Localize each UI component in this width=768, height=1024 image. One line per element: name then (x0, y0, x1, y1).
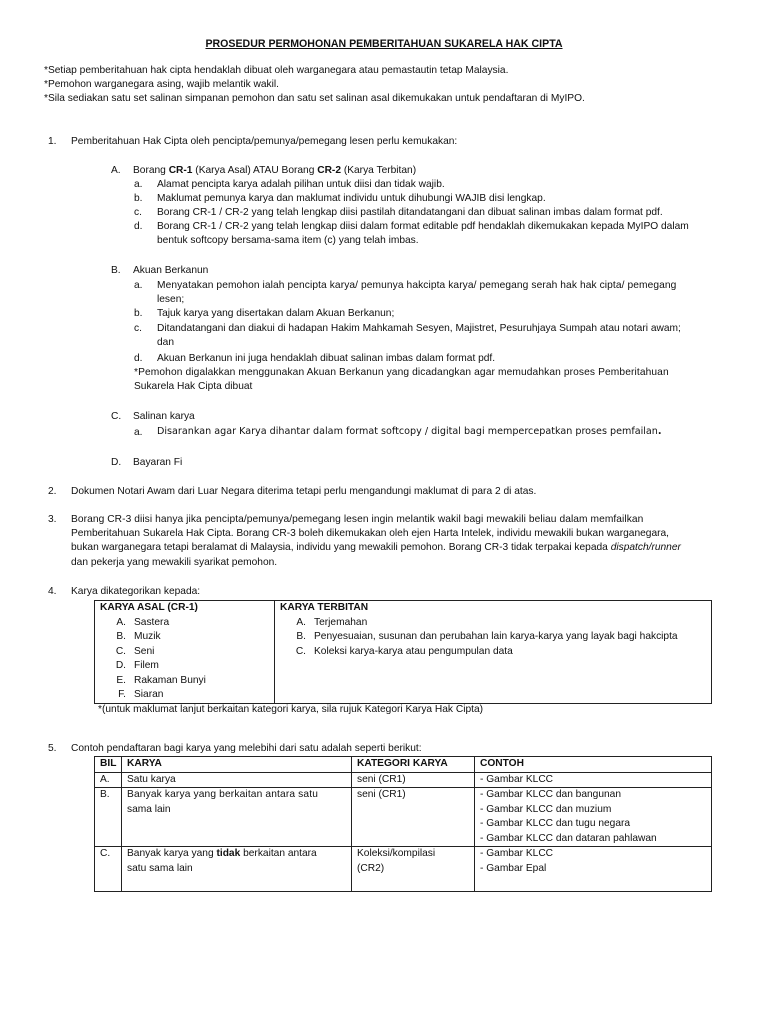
item-number: 3. (48, 514, 57, 525)
item-text: Contoh pendaftaran bagi karya yang melebihi dari satu adalah seperti berikut: (71, 743, 422, 754)
table-cell: seni (CR1) (352, 772, 475, 788)
sub-letter: a. (134, 427, 143, 438)
karya-terbitan-cell (275, 601, 712, 704)
column-header: KARYA TERBITAN (280, 602, 369, 613)
table-cell: seni (CR1) (352, 788, 475, 847)
section-letter: D. (111, 457, 122, 468)
item-text: dan pekerja yang mewakili syarikat pemohon. (71, 557, 278, 568)
item-text: bukan warganegara tetapi beralamat di Malaysia, individu yang mewakili pemohon. Borang CR-3 tidak terpakai kepada dispatch/runner (71, 542, 681, 553)
column-header: KATEGORI KARYA (352, 757, 475, 773)
list-item: A. Terjemahan (296, 616, 368, 628)
item-text: Pemberitahuan Sukarela Hak Cipta. Borang CR-3 boleh dikemukakan oleh ejen Harta Intelek, individu mewakili bukan warganegara, (71, 528, 670, 539)
sub-text: Akuan Berkanun ini juga hendaklah dibuat salinan imbas dalam format pdf. (157, 353, 496, 364)
sub-text: dan (157, 337, 174, 348)
section-a-title: Borang CR-1 (Karya Asal) ATAU Borang CR-2 (Karya Terbitan) (133, 165, 417, 176)
sub-text: Tajuk karya yang disertakan dalam Akuan Berkanun; (157, 308, 395, 319)
item-number: 4. (48, 586, 57, 597)
section-letter: A. (111, 165, 121, 176)
karya-terbitan-list (288, 616, 711, 660)
list-item: D. Filem (115, 660, 159, 671)
sub-text: Borang CR-1 / CR-2 yang telah lengkap diisi pastilah ditandatangani dan dibuat salinan imbas dalam format pdf. (157, 207, 663, 218)
table-row (95, 788, 712, 847)
list-item: B. Penyesuaian, susunan dan perubahan lain karya-karya yang layak bagi hakcipta (296, 631, 678, 642)
table-cell: - Gambar KLCC (475, 772, 712, 788)
sub-text: Maklumat pemunya karya dan maklumat individu untuk dihubungi WAJIB disi lengkap. (157, 193, 546, 204)
column-header: KARYA (122, 757, 352, 773)
sub-text: Alamat pencipta karya adalah pilihan untuk diisi dan tidak wajib. (157, 179, 445, 190)
table-cell: Banyak karya yang berkaitan antara satu sama lain (122, 788, 352, 847)
section-b-title: Akuan Berkanun (133, 265, 209, 276)
section-letter: B. (111, 265, 121, 276)
table-row (95, 847, 712, 892)
sub-text: Menyatakan pemohon ialah pencipta karya/ pemunya hakcipta karya/ pemegang serah hak hak cipta/ pemegang (157, 280, 677, 291)
sub-letter: a. (134, 179, 143, 190)
item-text: Pemberitahuan Hak Cipta oleh pencipta/pemunya/pemegang lesen perlu kemukakan: (71, 136, 458, 147)
table-cell: Satu karya (122, 772, 352, 788)
table-cell: - Gambar KLCC - Gambar Epal (475, 847, 712, 892)
karya-asal-list (108, 616, 274, 703)
note-line: *Setiap pemberitahuan hak cipta hendaklah dibuat oleh warganegara atau pemastautin tetap Malaysia. (44, 65, 509, 76)
section-d-title: Bayaran Fi (133, 457, 183, 468)
section-c-title: Salinan karya (133, 411, 195, 422)
table-row (95, 772, 712, 788)
column-header: CONTOH (475, 757, 712, 773)
item-text: Borang CR-3 diisi hanya jika pencipta/pemunya/pemegang lesen ingin melantik wakil bagi mewakili beliau dalam memfailkan (71, 514, 644, 525)
item-text: Dokumen Notari Awam dari Luar Negara diterima tetapi perlu mengandungi maklumat di para 2 di atas. (71, 486, 537, 497)
item-text: Karya dikategorikan kepada: (71, 586, 201, 597)
sub-text: Borang CR-1 / CR-2 yang telah lengkap diisi dalam format editable pdf hendaklah dikemukakan kepada MyIPO dalam (157, 221, 689, 232)
note-text: *Pemohon digalakkan menggunakan Akuan Berkanun yang dicadangkan agar memudahkan proses Pemberitahuan (134, 367, 669, 378)
sub-letter: d. (134, 353, 143, 364)
list-item: C. Koleksi karya-karya atau pengumpulan data (295, 645, 513, 657)
item-number: 2. (48, 486, 57, 497)
section-letter: C. (111, 411, 122, 422)
table-cell: - Gambar KLCC dan bangunan - Gambar KLCC dan muzium - Gambar KLCC dan tugu negara - Gambar KLCC dan dataran pahlawan (475, 788, 712, 847)
sub-text: Disarankan agar Karya dihantar dalam format softcopy / digital bagi mempercepatkan proses pemfailan. (157, 426, 662, 437)
list-item: B. Muzik (116, 631, 161, 642)
sub-text: Ditandatangani dan diakui di hadapan Hakim Mahkamah Sesyen, Majistret, Pesuruhjaya Sumpah atau notari awam; (157, 323, 681, 334)
sub-text: lesen; (157, 294, 185, 305)
table-cell: B. (95, 788, 122, 847)
sub-letter: b. (134, 193, 143, 204)
document-title: PROSEDUR PERMOHONAN PEMBERITAHUAN SUKARELA HAK CIPTA (205, 38, 563, 50)
sub-letter: c. (134, 207, 142, 218)
sub-letter: b. (134, 308, 143, 319)
karya-asal-cell (95, 601, 275, 704)
note-text: Sukarela Hak Cipta dibuat (134, 381, 253, 392)
column-header: KARYA ASAL (CR-1) (100, 602, 198, 613)
item-number: 1. (48, 136, 57, 147)
categories-table (94, 600, 712, 704)
column-header: BIL (95, 757, 122, 773)
list-item: E. Rakaman Bunyi (116, 674, 206, 686)
table-cell: A. (95, 772, 122, 788)
list-item: A. Sastera (116, 616, 170, 628)
note-line: *Sila sediakan satu set salinan simpanan pemohon dan satu set salinan asal dikemukakan untuk pendaftaran di MyIPO. (44, 93, 585, 104)
list-item: F. Siaran (118, 689, 164, 700)
sub-text: bentuk softcopy bersama-sama item (c) yang telah imbas. (157, 235, 419, 246)
footnote: *(untuk maklumat lanjut berkaitan kategori karya, sila rujuk Kategori Karya Hak Cipta) (98, 704, 484, 715)
sub-letter: c. (134, 323, 142, 334)
table-cell: Koleksi/kompilasi (CR2) (352, 847, 475, 892)
table-cell: C. (95, 847, 122, 892)
table-cell: Banyak karya yang tidak berkaitan antara satu sama lain (122, 847, 352, 892)
item-number: 5. (48, 743, 57, 754)
table-header-row (95, 757, 712, 773)
examples-table (94, 756, 712, 892)
sub-letter: d. (134, 221, 143, 232)
sub-letter: a. (134, 280, 143, 291)
list-item: C. Seni (115, 645, 155, 657)
note-line: *Pemohon warganegara asing, wajib melantik wakil. (44, 79, 280, 90)
